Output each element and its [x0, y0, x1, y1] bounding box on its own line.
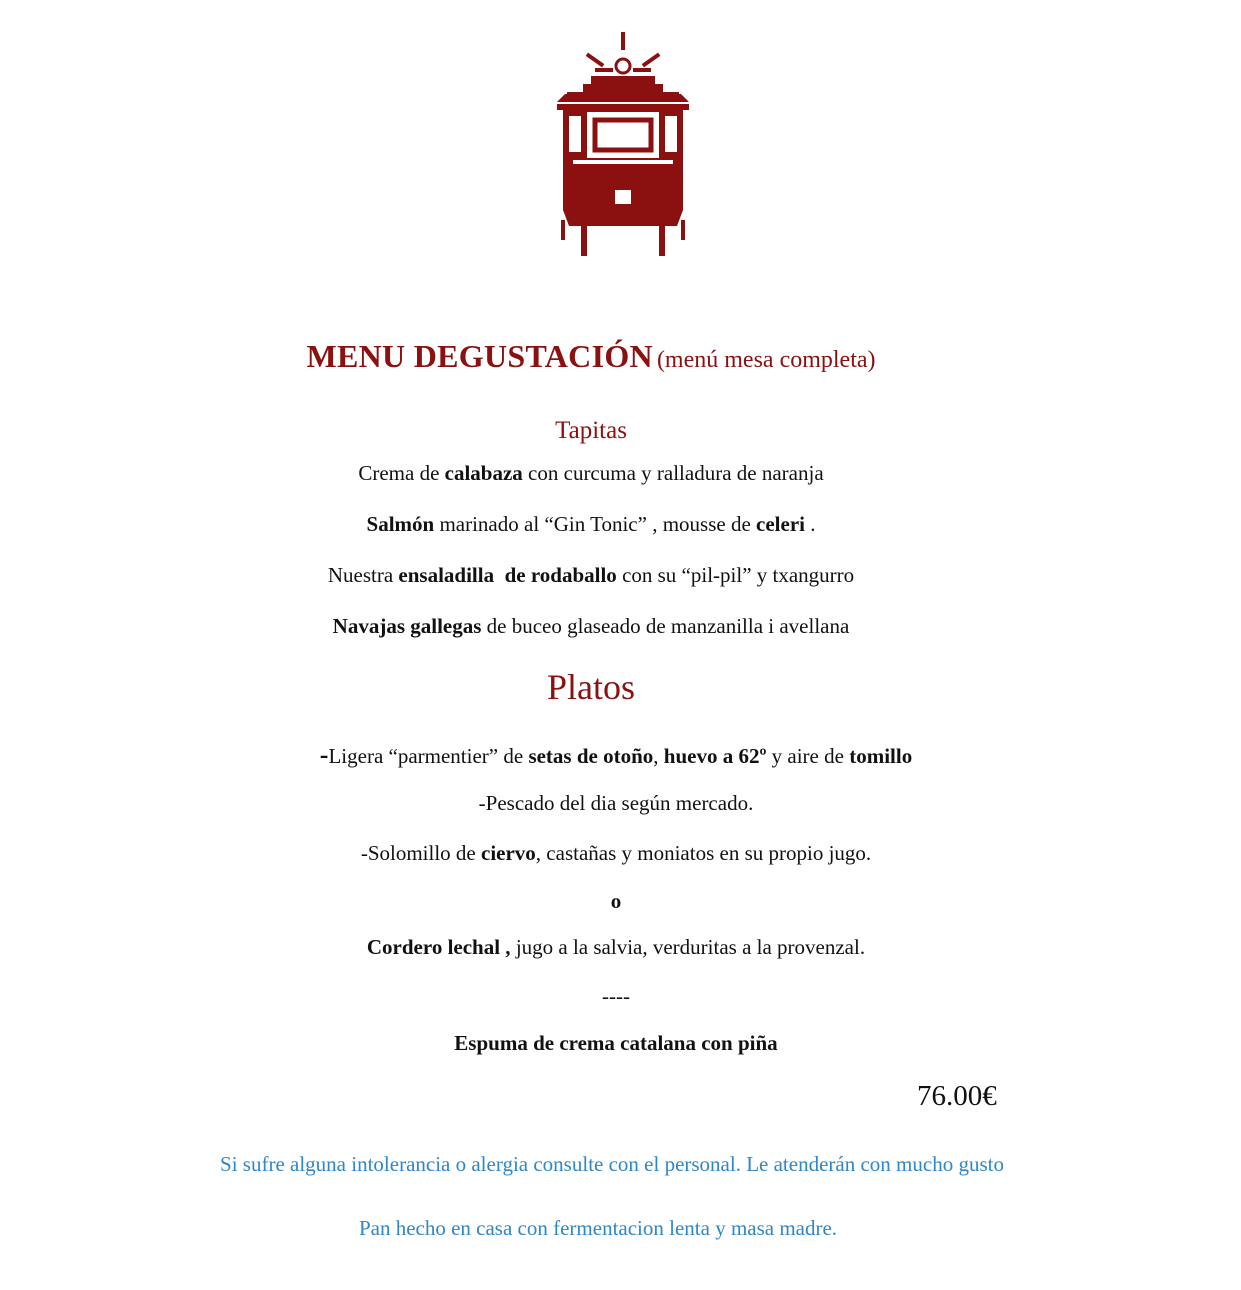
tapita-item-4: Navajas gallegas de buceo glaseado de manzanilla i avellana — [332, 614, 850, 638]
plato-item-2: -Pescado del dia según mercado. — [478, 791, 754, 815]
plato-item-3: -Solomillo de ciervo, castañas y moniatos en su propio jugo. — [360, 841, 872, 865]
tapita-item-2: Salmón marinado al “Gin Tonic” , mousse de celeri . — [366, 512, 816, 536]
separator-dashes: ---- — [602, 984, 630, 1008]
bread-note: Pan hecho en casa con fermentacion lenta y masa madre. — [358, 1216, 838, 1240]
menu-subtitle: (menú mesa completa) — [656, 347, 876, 373]
plato-item-1: -Ligera “parmentier” de setas de otoño, huevo a 62º y aire de tomillo — [319, 740, 913, 769]
allergy-note: Si sufre alguna intolerancia o alergia consulte con el personal. Le atenderán con mucho gusto — [220, 1152, 1004, 1176]
tapita-item-3: Nuestra ensaladilla de rodaballo con su “pil-pil” y txangurro — [327, 563, 855, 587]
menu-price: 76.00€ — [917, 1080, 997, 1112]
separator-o: o — [610, 889, 622, 913]
menu-title: MENU DEGUSTACIÓN — [306, 338, 653, 374]
tram-icon — [553, 32, 693, 256]
plato-item-4: Cordero lechal , jugo a la salvia, verduritas a la provenzal. — [366, 935, 866, 959]
dessert-item: Espuma de crema catalana con piña — [454, 1031, 778, 1055]
menu-title-block — [0, 338, 1182, 375]
section-heading-platos: Platos — [546, 667, 635, 707]
tapita-item-1: Crema de calabaza con curcuma y ralladura de naranja — [358, 461, 824, 485]
section-heading-tapitas: Tapitas — [555, 417, 627, 444]
